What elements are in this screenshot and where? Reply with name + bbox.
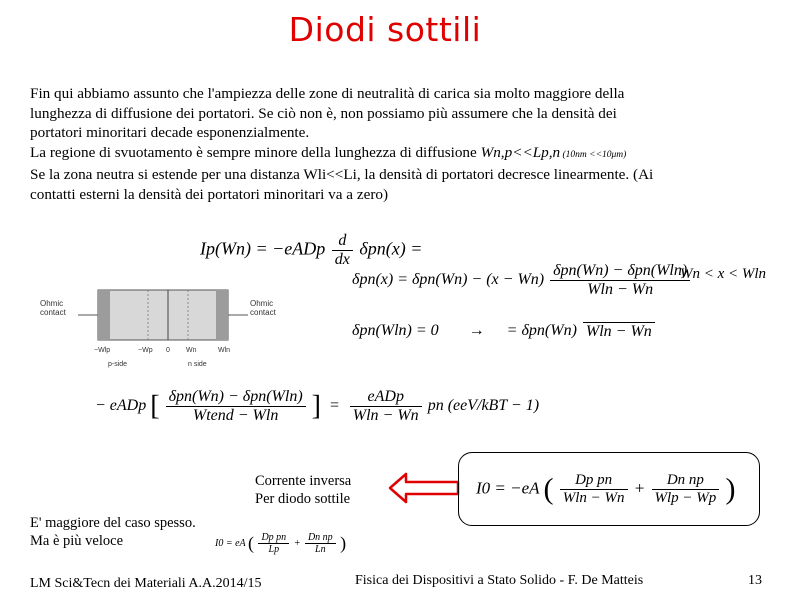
reverse-current-label: Corrente inversa Per diodo sottile	[255, 473, 352, 507]
p-side-label: p-side	[108, 361, 128, 368]
paragraph-line-1: Fin qui abbiamo assunto che l'ampiezza delle zone di neutralità di carica sia molto maggiore della	[30, 85, 625, 102]
slide-title: Diodi sottili	[288, 10, 482, 49]
paragraph-line-4: La regione di svuotamento è sempre minore della lunghezza di diffusione Wn,p<<Lp,n (10nm <<10μm)	[30, 143, 627, 161]
arrow-right-icon: →	[468, 322, 485, 340]
axis-label-wlp: −Wlp	[94, 347, 111, 354]
axis-label-wp: −Wp	[138, 347, 153, 354]
device-diagram	[38, 282, 278, 372]
range-condition: Wn < x < Wln	[680, 266, 767, 282]
ohmic-contact-right-label: Ohmic	[250, 299, 274, 308]
equation-saturation-current: I0 = −eA ( $\frac{\text{Dp pn}}{Wln - Wn}$ + $\frac{\text{Dn np}}{\text{Wlp − Wp}}$ )	[476, 472, 736, 506]
comparison-note: E' maggiore del caso spesso. Ma è più veloce	[30, 515, 196, 549]
ohmic-contact-left-label-2: contact	[40, 308, 66, 317]
axis-label-wln: Wln	[218, 347, 231, 354]
footer-lecture: Fisica dei Dispositivi a Stato Solido - F. De Matteis	[355, 573, 644, 588]
ohmic-contact-right-label-2: contact	[250, 308, 276, 317]
ohmic-contact-left-label: Ohmic	[40, 299, 64, 308]
body-text	[30, 84, 775, 204]
equation-current: Ip(Wn) = −eADp $\frac{d}{dx}$ δpn(x) =	[200, 232, 423, 268]
equation-full: − eADp [ $\frac{\text{δpn(Wn) − δpn(Wln)}}{\text{Wtend − Wln}}$ ] = $\frac{\text{eADp}}{Wln - Wn}$ pn (eeV/kBT − 1)	[95, 388, 540, 424]
arrow-left-icon	[388, 472, 460, 504]
equation-thick-diode: I0 = eA ( $\frac{\text{Dp pn}}{Lp}$ + $\frac{\text{Dn np}}{Ln}$ )	[215, 532, 347, 555]
axis-label-zero: 0	[166, 347, 170, 354]
paragraph-line-3: portatori minoritari decade esponenzialmente.	[30, 124, 310, 141]
equation-boundary: δpn(Wln) = 0 → = δpn(Wn) Wln − Wn	[352, 322, 657, 341]
paragraph-line-6: contatti esterni la densità dei portatori minoritari va a zero)	[30, 185, 389, 203]
footer-course: LM Sci&Tecn dei Materiali A.A.2014/15	[30, 576, 262, 591]
equation-linear-profile: δpn(x) = δpn(Wn) − (x − Wn) $\frac{\text{δpn(Wn) − δpn(Wln)}}{Wln - Wn}$	[352, 262, 692, 299]
paragraph-line-5: Se la zona neutra si estende per una distanza Wli<<Li, la densità di portatori decresce linearmente. (Ai	[30, 166, 654, 183]
page-number: 13	[748, 573, 762, 588]
paragraph-line-2: lunghezza di diffusione dei portatori. Se ciò non è, non possiamo più assumere che la densità dei	[30, 104, 617, 122]
axis-label-wn: Wn	[186, 347, 197, 354]
n-side-label: n side	[188, 361, 207, 368]
